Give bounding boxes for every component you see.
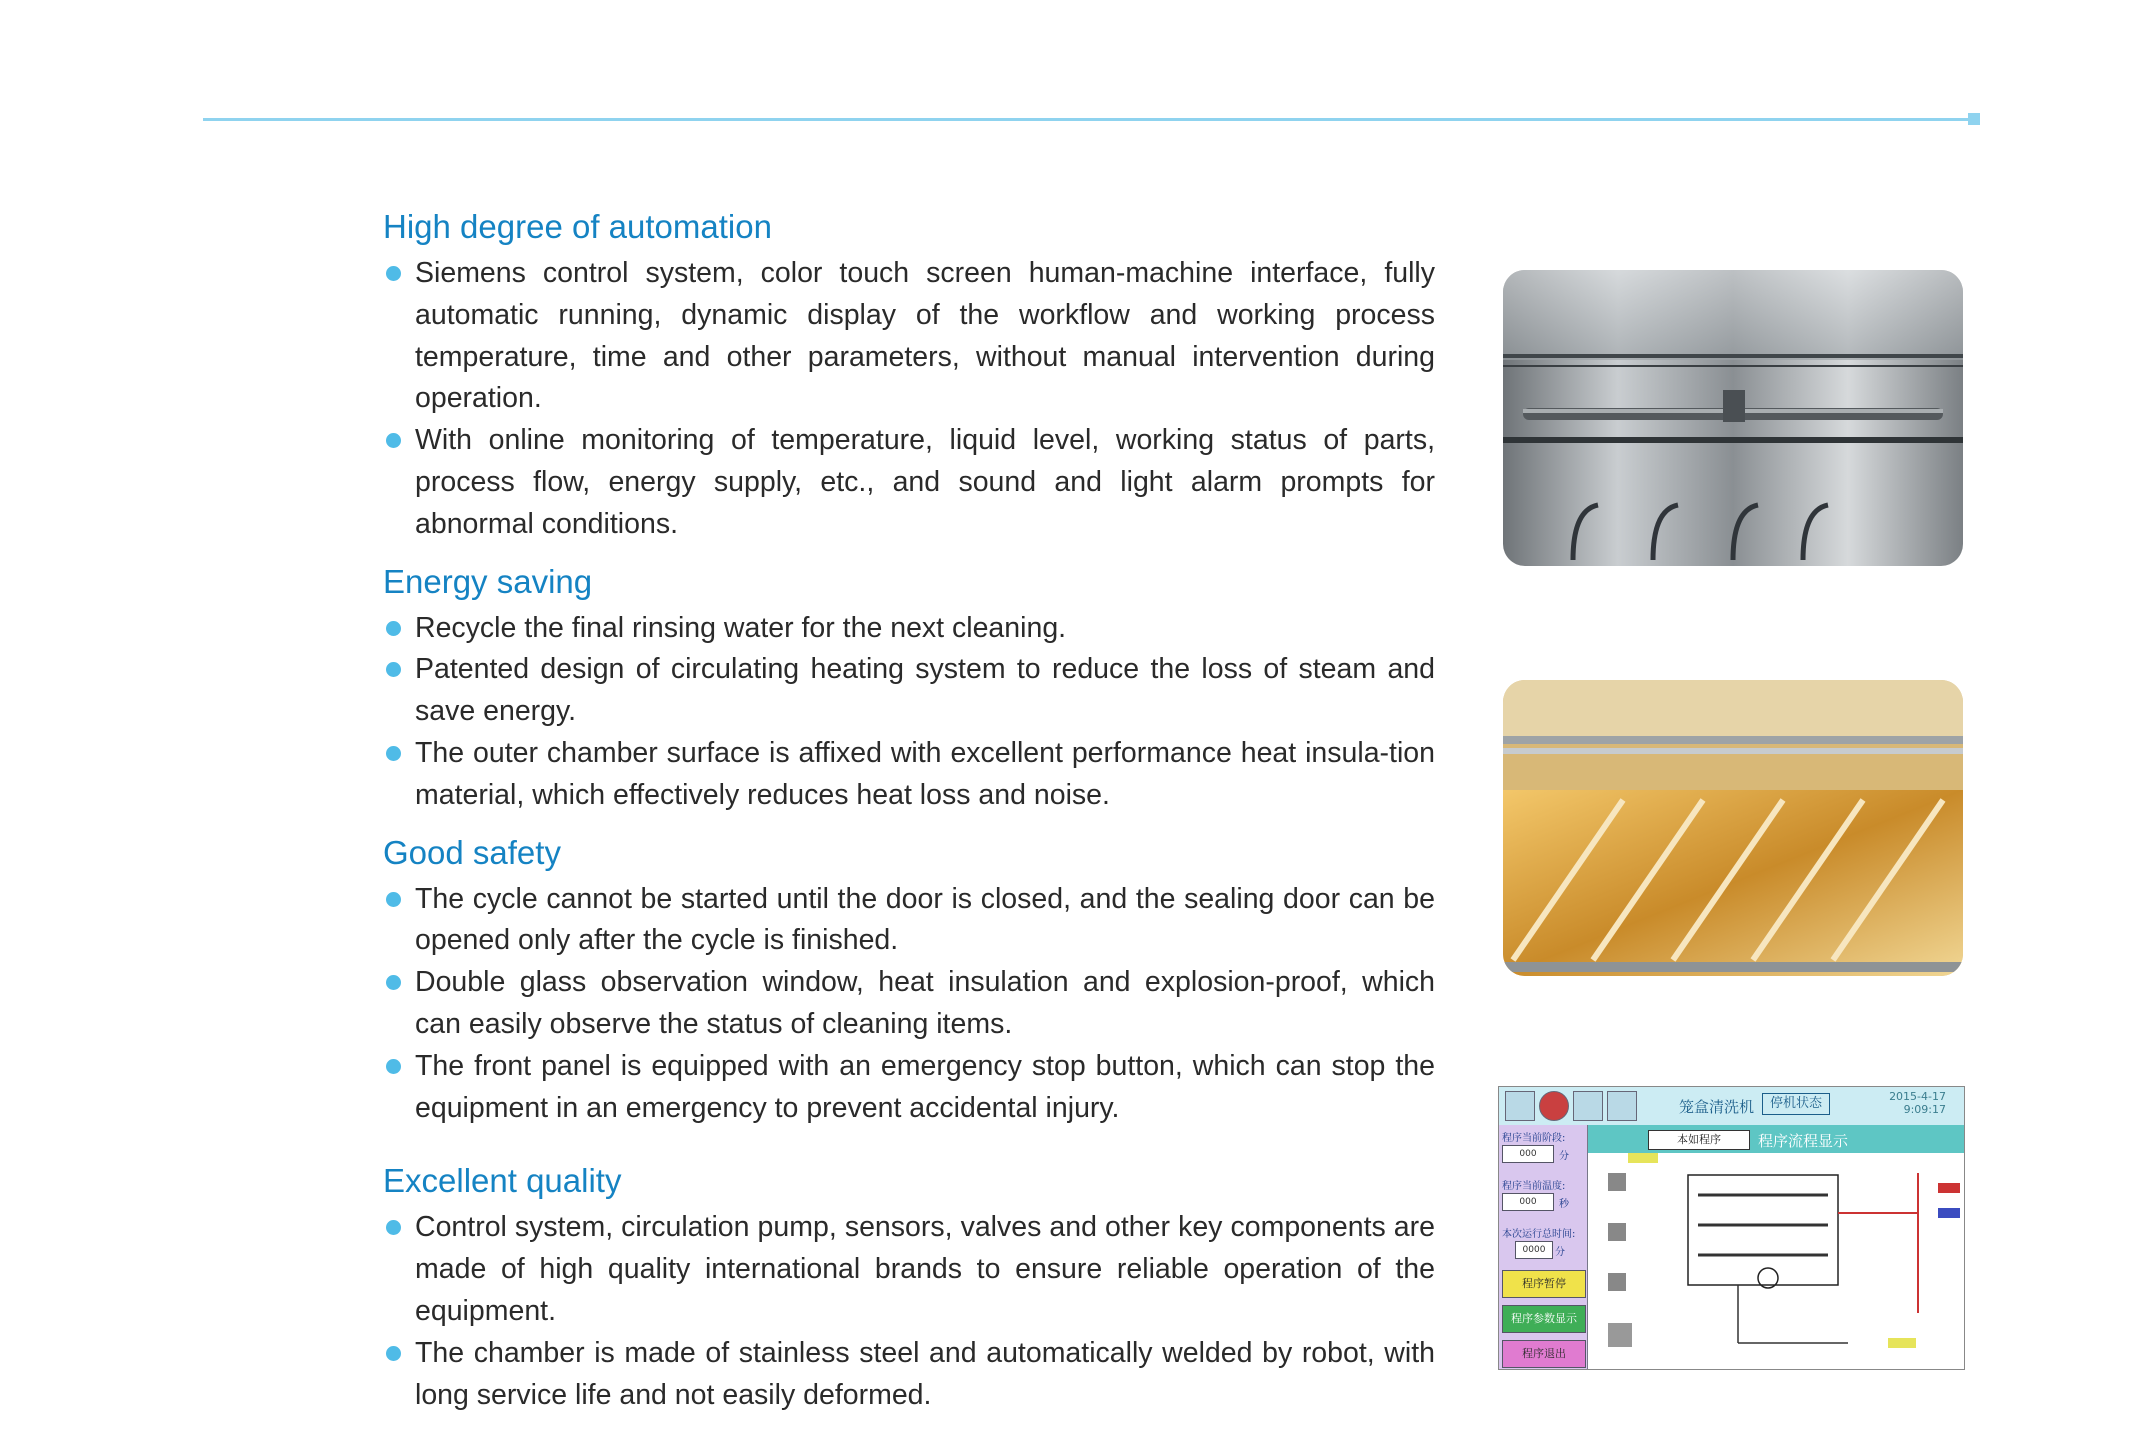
section-heading: Good safety xyxy=(383,833,561,871)
bullet-dot-icon xyxy=(386,1346,401,1361)
bullet-item xyxy=(383,1207,1435,1332)
bullet-item xyxy=(383,253,1435,420)
hmi-params-button[interactable]: 程序参数显示 xyxy=(1502,1305,1586,1333)
bullet-dot-icon xyxy=(386,1059,401,1074)
hmi-pause-button[interactable]: 程序暂停 xyxy=(1502,1270,1586,1298)
hmi-top-bar xyxy=(1499,1087,1964,1126)
hmi-flow-title: 程序流程显示 xyxy=(1758,1132,1849,1150)
hmi-total-time-value: 0000 xyxy=(1515,1241,1553,1259)
bullet-dot-icon xyxy=(386,746,401,761)
section xyxy=(383,831,1435,1130)
hmi-total-time-unit: 分 xyxy=(1555,1247,1565,1258)
bullet-dot-icon xyxy=(386,1220,401,1235)
bullet-text: Siemens control system, color touch screen human-machine interface, fully automatic running, dynamic display of the workflow and working process temperature, time and other parameters, without manual intervention during operation. xyxy=(415,257,1435,415)
door-icon xyxy=(1573,1091,1603,1121)
bullet-item xyxy=(383,420,1435,545)
bullet-list xyxy=(383,1207,1435,1416)
hmi-temp-label: 程序当前温度: xyxy=(1502,1181,1566,1192)
section-heading: Excellent quality xyxy=(383,1162,622,1200)
bullet-text: Control system, circulation pump, sensors, valves and other key components are made of high quality international brands to ensure reliable operation of the equipment. xyxy=(415,1211,1435,1327)
bullet-text: The outer chamber surface is affixed with excellent performance heat insula-tion material, which effectively reduces heat loss and noise. xyxy=(415,736,1435,811)
bullet-item xyxy=(383,879,1435,963)
hmi-stage-value: 000 xyxy=(1502,1145,1554,1163)
section-heading: High degree of automation xyxy=(383,208,772,245)
hmi-stage-unit: 分 xyxy=(1559,1151,1569,1162)
bullet-item xyxy=(383,1333,1435,1417)
hmi-flow-panel xyxy=(1588,1125,1964,1369)
section xyxy=(383,205,1435,546)
hmi-total-time-label: 本次运行总时间: xyxy=(1502,1229,1576,1240)
bullet-text: Recycle the final rinsing water for the next cleaning. xyxy=(415,611,1067,644)
bullet-list xyxy=(383,253,1435,546)
cages-on-rack-photo xyxy=(1503,680,1963,976)
bullet-text: Patented design of circulating heating system to reduce the loss of steam and save energy. xyxy=(415,653,1435,728)
bullet-dot-icon xyxy=(386,662,401,677)
hmi-touch-screen xyxy=(1498,1086,1965,1370)
bullet-text: The front panel is equipped with an emergency stop button, which can stop the equipment in an emergency to prevent accidental injury. xyxy=(415,1049,1435,1124)
hmi-left-panel xyxy=(1499,1125,1588,1369)
bullet-dot-icon xyxy=(386,266,401,281)
bullet-dot-icon xyxy=(386,892,401,907)
light-icon xyxy=(1607,1091,1637,1121)
header-rule-end-square xyxy=(1968,113,1980,125)
chamber-spray-arm-photo xyxy=(1503,270,1963,566)
hmi-exit-button[interactable]: 程序退出 xyxy=(1502,1340,1586,1368)
bullet-item xyxy=(383,733,1435,817)
bullet-text: With online monitoring of temperature, liquid level, working status of parts, process flow, energy supply, etc., and sound and light alarm prompts for abnormal conditions. xyxy=(415,424,1435,540)
hmi-datetime xyxy=(1889,1090,1946,1116)
hmi-date: 2015-4-17 xyxy=(1889,1090,1946,1103)
section xyxy=(383,560,1435,817)
bullet-text: The chamber is made of stainless steel and automatically welded by robot, with long service life and not easily deformed. xyxy=(415,1336,1435,1411)
bullet-text: The cycle cannot be started until the door is closed, and the sealing door can be opened only after the cycle is finished. xyxy=(415,882,1435,957)
hmi-time: 9:09:17 xyxy=(1903,1103,1946,1116)
hmi-stage-label: 程序当前阶段: xyxy=(1502,1133,1566,1144)
bullet-item xyxy=(383,1046,1435,1130)
bullet-item xyxy=(383,962,1435,1046)
hmi-program-field: 本如程序 xyxy=(1648,1130,1750,1150)
bullet-item xyxy=(383,649,1435,733)
hmi-machine-title: 笼盒清洗机 xyxy=(1679,1098,1755,1116)
hmi-temp-value: 000 xyxy=(1502,1193,1554,1211)
bullet-item xyxy=(383,608,1435,650)
feature-list xyxy=(383,205,1435,1430)
stop-icon xyxy=(1539,1091,1569,1121)
header-rule xyxy=(203,118,1978,121)
warning-icon xyxy=(1505,1091,1535,1121)
bullet-dot-icon xyxy=(386,621,401,636)
bullet-text: Double glass observation window, heat insulation and explosion-proof, which can easily observe the status of cleaning items. xyxy=(415,966,1435,1040)
hmi-status-box: 停机状态 xyxy=(1762,1093,1830,1115)
bullet-list xyxy=(383,879,1435,1130)
hmi-temp-unit: 秒 xyxy=(1559,1199,1569,1210)
section xyxy=(383,1159,1435,1416)
bullet-list xyxy=(383,608,1435,817)
bullet-dot-icon xyxy=(386,975,401,990)
hmi-flow-diagram xyxy=(1588,1153,1963,1367)
hmi-flow-bar xyxy=(1588,1125,1964,1153)
bullet-dot-icon xyxy=(386,433,401,448)
section-heading: Energy saving xyxy=(383,562,593,600)
